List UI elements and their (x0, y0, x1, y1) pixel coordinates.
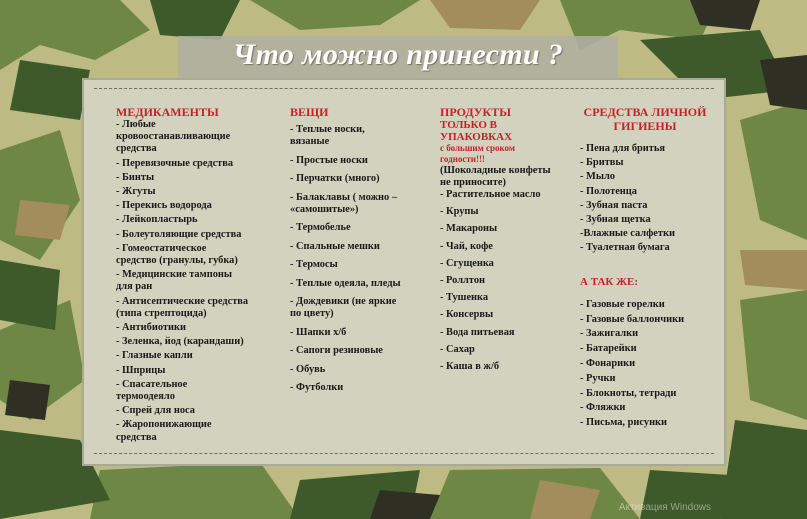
food-subheading: ТОЛЬКО В УПАКОВКАХ (440, 119, 513, 143)
food-warning: (Шоколадные конфеты не приносите) (440, 165, 551, 188)
list-item: - Фляжки (580, 402, 626, 414)
list-item: - Пена для бритья (580, 143, 666, 154)
list-item: - Простые носки (290, 154, 368, 166)
list-item: - Каша в ж/б (440, 361, 500, 373)
list-item: - Антибиотики (116, 322, 186, 334)
list-item: - Фонарики (580, 358, 636, 370)
list-item: - Теплые носки, вязаные (290, 124, 365, 148)
list-item: - Роллтон (440, 275, 486, 287)
food-note: с большим сроком годности!!! (440, 143, 516, 164)
list-item: - Футболки (290, 382, 344, 394)
list-item: - Мыло (580, 171, 616, 183)
list-item: - Жгуты (116, 186, 156, 198)
list-item: - Балаклавы ( можно – «самошитые») (290, 191, 398, 216)
list-item: - Лейкопластырь (116, 214, 198, 226)
list-item: - Бинты (116, 171, 155, 183)
list-item: - Шапки х/б (290, 326, 347, 338)
medicine-list (116, 119, 286, 444)
list-item: - Растительное масло (440, 189, 541, 200)
list-item: - Шприцы (116, 364, 166, 376)
list-item: - Перекись водорода (116, 200, 212, 212)
food-list (440, 189, 580, 373)
list-item: - Сапоги резиновые (290, 345, 383, 357)
list-item: - Перевязочные средства (116, 157, 234, 169)
list-item: - Зажигалки (580, 328, 639, 340)
list-item: - Глазные капли (116, 350, 193, 362)
list-item: - Сгущенка (440, 257, 494, 269)
list-item: - Крупы (440, 206, 479, 218)
list-item: - Зубная щетка (580, 214, 651, 226)
list-item: - Тушенка (440, 292, 489, 304)
hygiene-heading: СРЕДСТВА ЛИЧНОЙ ГИГИЕНЫ (583, 105, 707, 133)
list-item: - Батарейки (580, 343, 637, 355)
content-panel (82, 78, 726, 466)
list-item: - Спрей для носа (116, 405, 195, 417)
list-item: - Спасательное термоодеяло (116, 378, 188, 403)
medicine-column (116, 105, 286, 446)
list-item: -Влажные салфетки (580, 228, 675, 240)
list-item: - Дождевики (не яркие по цвету) (290, 296, 397, 320)
also-list (580, 299, 710, 430)
list-item: - Вода питьевая (440, 326, 515, 338)
things-column (290, 105, 435, 401)
list-item: - Письма, рисунки (580, 417, 668, 429)
list-item: - Болеутоляющие средства (116, 228, 242, 240)
list-item: - Медицинские тампоны для ран (116, 269, 232, 293)
list-item: - Туалетная бумага (580, 242, 670, 254)
food-column (440, 105, 580, 378)
list-item: - Ручки (580, 372, 616, 384)
things-list (290, 124, 435, 395)
list-item: - Зеленка, йод (карандаши) (116, 336, 244, 348)
list-item: - Консервы (440, 309, 494, 321)
list-item: - Сахар (440, 343, 475, 355)
list-item: - Теплые одеяла, пледы (290, 277, 401, 289)
list-item: - Антисептические средства (типа стрептоцида) (116, 295, 249, 319)
list-item: - Перчатки (много) (290, 173, 380, 185)
list-item: - Газовые горелки (580, 298, 665, 310)
list-item: - Макароны (440, 223, 498, 235)
medicine-heading: МЕДИКАМЕНТЫ (116, 105, 219, 119)
watermark-text: Активация Windows (618, 502, 711, 513)
list-item: - Гомеостатическое средство (гранулы, губка) (116, 242, 238, 267)
list-item: - Чай, кофе (440, 240, 493, 252)
list-item: - Обувь (290, 363, 326, 375)
list-item: - Термобелье (290, 222, 351, 234)
also-heading: А ТАК ЖЕ: (580, 275, 639, 288)
list-item: - Жаропонижающие средства (116, 419, 212, 443)
list-item: - Бритвы (580, 157, 624, 169)
list-item: - Спальные мешки (290, 240, 380, 252)
hygiene-list (580, 143, 710, 255)
list-item: - Блокноты, тетради (580, 387, 677, 399)
title-banner (178, 36, 618, 78)
page-title: Что можно принести ? (232, 38, 564, 71)
things-heading: ВЕЩИ (290, 105, 329, 119)
list-item: - Полотенца (580, 185, 637, 197)
hygiene-column (580, 105, 710, 432)
food-heading: ПРОДУКТЫ (440, 105, 512, 119)
list-item: - Любые кровоостанавливающие средства (116, 119, 231, 155)
list-item: - Зубная паста (580, 199, 648, 211)
list-item: - Термосы (290, 259, 338, 271)
list-item: - Газовые баллончики (580, 313, 685, 325)
panel-dashed-frame (94, 88, 714, 454)
